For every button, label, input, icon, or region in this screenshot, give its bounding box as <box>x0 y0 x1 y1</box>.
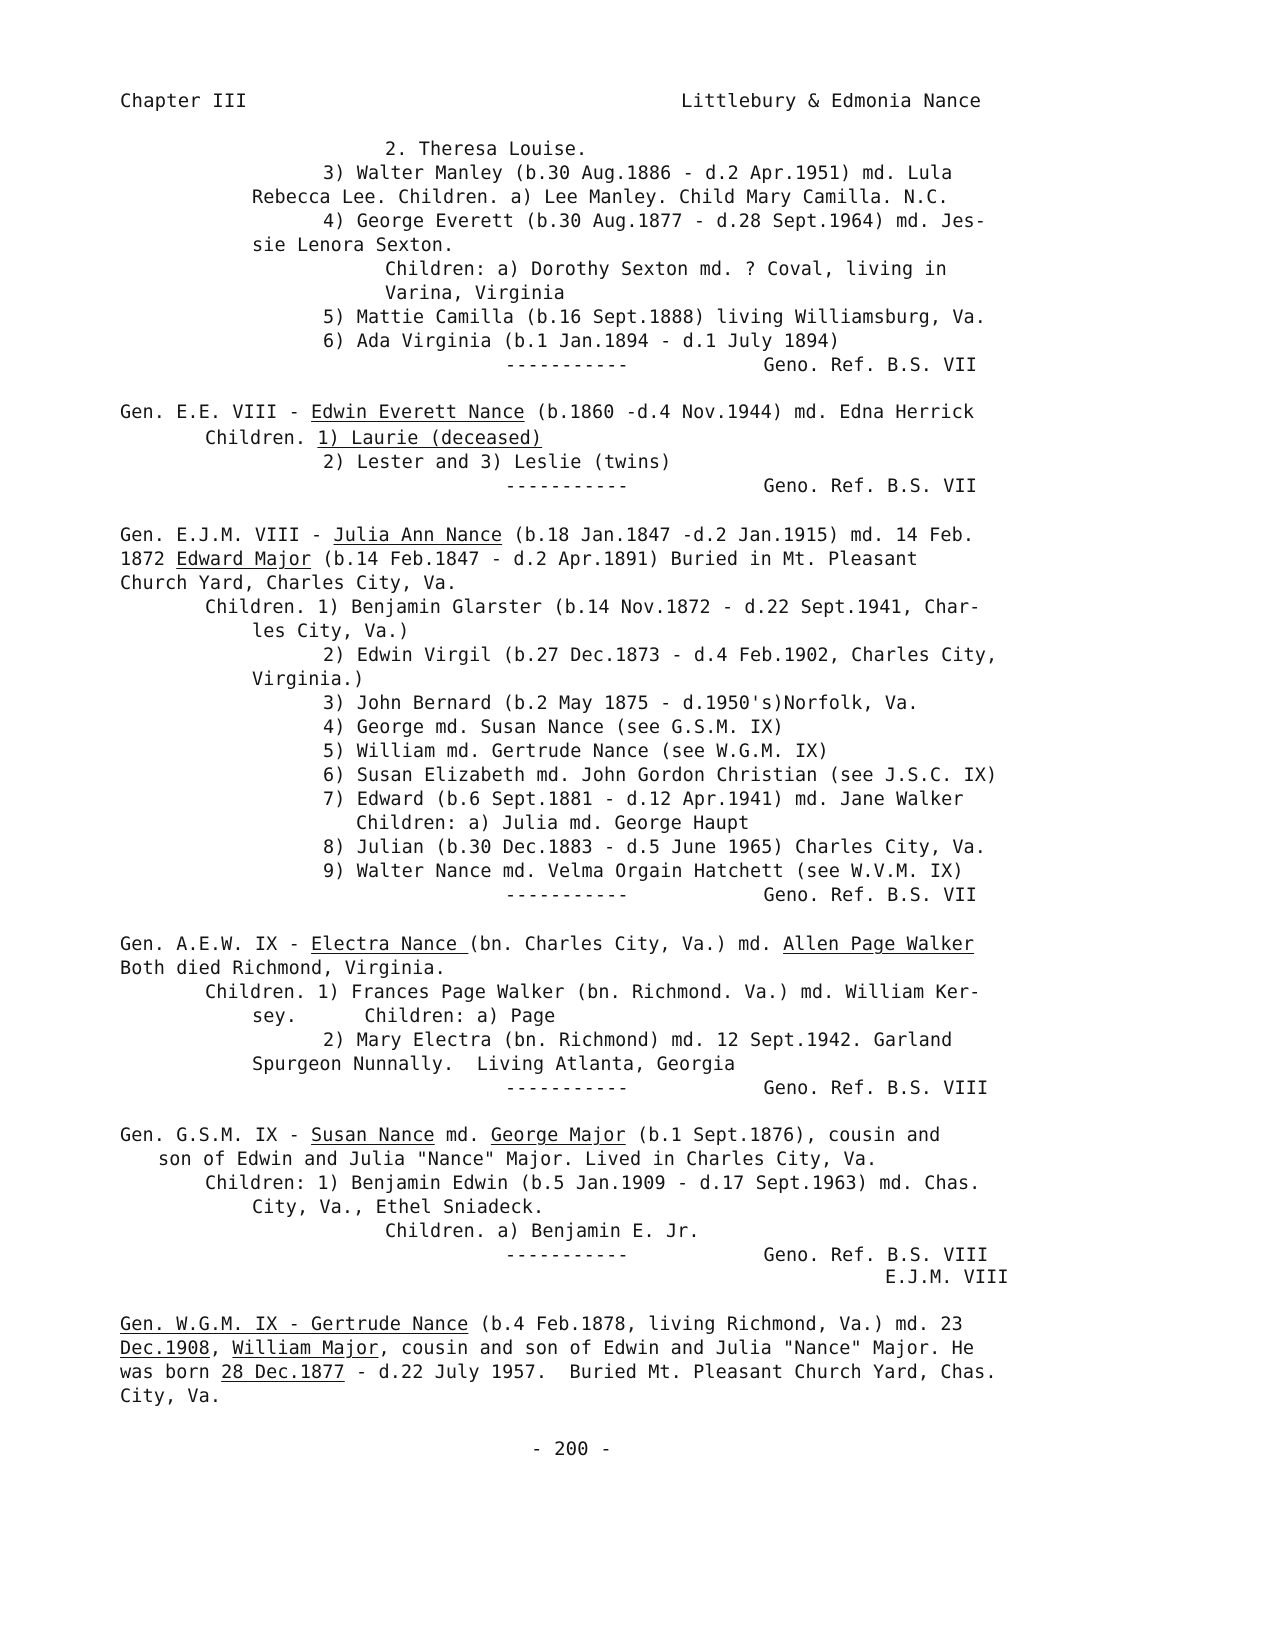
text-span: ----------- Geno. Ref. B.S. VII <box>505 885 977 906</box>
underlined-name: Gertrude Nance <box>311 1314 469 1335</box>
text-span: 1872 <box>120 549 177 570</box>
text-span: Varina, Virginia <box>385 283 565 304</box>
text-line <box>120 548 918 572</box>
underlined-name: Susan Nance <box>311 1125 435 1146</box>
underlined-name: Julia Ann Nance <box>333 525 503 546</box>
text-line <box>323 1029 952 1053</box>
text-span: (b.14 Feb.1847 - d.2 Apr.1891) Buried in Mt. Pleasant <box>311 549 918 570</box>
text-line <box>120 572 457 596</box>
text-line <box>205 1172 980 1196</box>
text-line <box>323 860 964 884</box>
text-line <box>505 1244 988 1268</box>
text-line <box>120 957 446 981</box>
text-span: (b.1860 -d.4 Nov.1944) md. Edna Herrick <box>524 402 975 423</box>
text-span: Gen. E.E. VIII - <box>120 402 312 423</box>
text-span: 6) Susan Elizabeth md. John Gordon Christian (see J.S.C. IX) <box>323 765 998 786</box>
text-span: Children. <box>205 428 318 449</box>
text-span: (bn. Charles City, Va.) md. <box>468 934 784 955</box>
text-span: Spurgeon Nunnally. Living Atlanta, Georgia <box>252 1054 736 1075</box>
text-span: Gen. A.E.W. IX - <box>120 934 312 955</box>
text-span: , <box>209 1338 233 1359</box>
text-span: sey. Children: a) Page <box>252 1006 556 1027</box>
text-line <box>385 1220 700 1244</box>
underlined-name: 28 Dec.1877 <box>221 1362 345 1383</box>
text-span: (b.1 Sept.1876), cousin and <box>625 1125 941 1146</box>
text-span: ----------- Geno. Ref. B.S. VII <box>505 476 977 497</box>
text-line <box>385 138 587 162</box>
underlined-name: Dec.1908 <box>120 1338 210 1359</box>
text-line <box>505 884 977 908</box>
text-span: Children: a) Julia md. George Haupt <box>356 813 750 834</box>
text-span: 5) Mattie Camilla (b.16 Sept.1888) living Williamsburg, Va. <box>323 307 987 328</box>
text-span: 3) Walter Manley (b.30 Aug.1886 - d.2 Apr.1951) md. Lula <box>323 163 953 184</box>
text-span: Children: 1) Benjamin Edwin (b.5 Jan.1909 - d.17 Sept.1963) md. Chas. <box>205 1173 981 1194</box>
text-span: Both died Richmond, Virginia. <box>120 958 446 979</box>
text-line <box>323 330 840 354</box>
text-span: les City, Va.) <box>252 621 410 642</box>
text-span: 2) Mary Electra (bn. Richmond) md. 12 Sept.1942. Garland <box>323 1030 953 1051</box>
underlined-name: Electra Nance <box>311 934 469 955</box>
text-span: ----------- Geno. Ref. B.S. VIII <box>505 1245 989 1266</box>
text-line <box>120 524 974 548</box>
underlined-name: George Major <box>490 1125 626 1146</box>
underlined-name: Allen Page Walker <box>783 934 975 955</box>
text-span: 4) George md. Susan Nance (see G.S.M. IX) <box>323 717 784 738</box>
text-span: City, Va. <box>120 1386 222 1407</box>
text-span: 3) John Bernard (b.2 May 1875 - d.1950's)Norfolk, Va. <box>323 693 919 714</box>
text-span: ----------- Geno. Ref. B.S. VIII <box>505 1078 989 1099</box>
text-span: Children. a) Benjamin E. Jr. <box>385 1221 700 1242</box>
text-line <box>505 1077 988 1101</box>
text-span: 9) Walter Nance md. Velma Orgain Hatchett (see W.V.M. IX) <box>323 861 964 882</box>
text-line <box>252 1053 735 1077</box>
text-span: 6) Ada Virginia (b.1 Jan.1894 - d.1 July 1894) <box>323 331 840 352</box>
text-span: - d.22 July 1957. Buried Mt. Pleasant Church Yard, Chas. <box>344 1362 997 1383</box>
text-span: Gen. E.J.M. VIII - <box>120 525 334 546</box>
text-span: Children: a) Dorothy Sexton md. ? Coval, living in <box>385 259 947 280</box>
text-span: 2) Lester and 3) Leslie (twins) <box>323 452 672 473</box>
page-number: - 200 - <box>531 1438 612 1460</box>
underlined-name: Edward Major <box>176 549 312 570</box>
text-line <box>505 354 977 378</box>
text-line <box>385 282 565 306</box>
text-line <box>120 1337 974 1361</box>
text-span: Children. 1) Benjamin Glarster (b.14 Nov.1872 - d.22 Sept.1941, Char- <box>205 597 981 618</box>
text-span: City, Va., Ethel Sniadeck. <box>252 1197 545 1218</box>
text-line <box>323 692 919 716</box>
text-span: son of Edwin and Julia "Nance" Major. Lived in Charles City, Va. <box>158 1149 878 1170</box>
text-span: , cousin and son of Edwin and Julia "Nance" Major. He <box>378 1338 975 1359</box>
text-line <box>323 162 952 186</box>
text-line <box>120 1385 221 1409</box>
text-line <box>323 210 986 234</box>
text-span: 5) William md. Gertrude Nance (see W.G.M. IX) <box>323 741 829 762</box>
text-span: Gen. G.S.M. IX - <box>120 1125 312 1146</box>
text-line <box>252 1196 544 1220</box>
text-span: 4) George Everett (b.30 Aug.1877 - d.28 Sept.1964) md. Jes- <box>323 211 987 232</box>
underlined-name: 1) Laurie (deceased) <box>317 428 543 449</box>
text-line <box>205 427 542 451</box>
text-line <box>252 186 949 210</box>
text-span: sie Lenora Sexton. <box>252 235 455 256</box>
text-span: E.J.M. VIII <box>885 1267 1009 1288</box>
text-span: was born <box>120 1362 222 1383</box>
chapter-header: Chapter III <box>120 90 247 112</box>
text-span: 2. Theresa Louise. <box>385 139 588 160</box>
underlined-name: Edwin Everett Nance <box>311 402 525 423</box>
text-line <box>323 788 964 812</box>
text-line <box>385 258 947 282</box>
text-line <box>205 596 980 620</box>
text-span: (b.4 Feb.1878, living Richmond, Va.) md. 23 <box>468 1314 963 1335</box>
text-span: 7) Edward (b.6 Sept.1881 - d.12 Apr.1941) md. Jane Walker <box>323 789 964 810</box>
text-span: 8) Julian (b.30 Dec.1883 - d.5 June 1965) Charles City, Va. <box>323 837 987 858</box>
text-span: Rebecca Lee. Children. a) Lee Manley. Child Mary Camilla. N.C. <box>252 187 949 208</box>
underlined-name: Gen. W.G.M. IX - <box>120 1314 312 1335</box>
text-line <box>323 644 997 668</box>
text-line <box>323 716 784 740</box>
text-line <box>505 475 977 499</box>
underlined-name: William Major <box>232 1338 379 1359</box>
text-line <box>120 933 974 957</box>
text-line <box>120 401 974 425</box>
family-header: Littlebury & Edmonia Nance <box>681 90 982 112</box>
text-span: 2) Edwin Virgil (b.27 Dec.1873 - d.4 Feb.1902, Charles City, <box>323 645 998 666</box>
text-line <box>205 981 980 1005</box>
text-span: Church Yard, Charles City, Va. <box>120 573 458 594</box>
text-line <box>120 1124 940 1148</box>
text-span: ----------- Geno. Ref. B.S. VII <box>505 355 977 376</box>
text-line <box>252 620 409 644</box>
text-line <box>252 234 454 258</box>
text-line <box>323 836 986 860</box>
text-line <box>323 764 997 788</box>
text-line <box>252 668 364 692</box>
text-line <box>885 1266 1009 1290</box>
text-line <box>323 451 671 475</box>
text-line <box>323 306 986 330</box>
text-span: Children. 1) Frances Page Walker (bn. Richmond. Va.) md. William Ker- <box>205 982 981 1003</box>
text-line <box>120 1361 997 1385</box>
text-line <box>252 1005 555 1029</box>
text-span: md. <box>434 1125 491 1146</box>
text-span: Virginia.) <box>252 669 365 690</box>
text-line <box>158 1148 877 1172</box>
text-line <box>120 1313 963 1337</box>
text-line <box>356 812 749 836</box>
text-span: (b.18 Jan.1847 -d.2 Jan.1915) md. 14 Feb. <box>502 525 975 546</box>
text-line <box>323 740 829 764</box>
